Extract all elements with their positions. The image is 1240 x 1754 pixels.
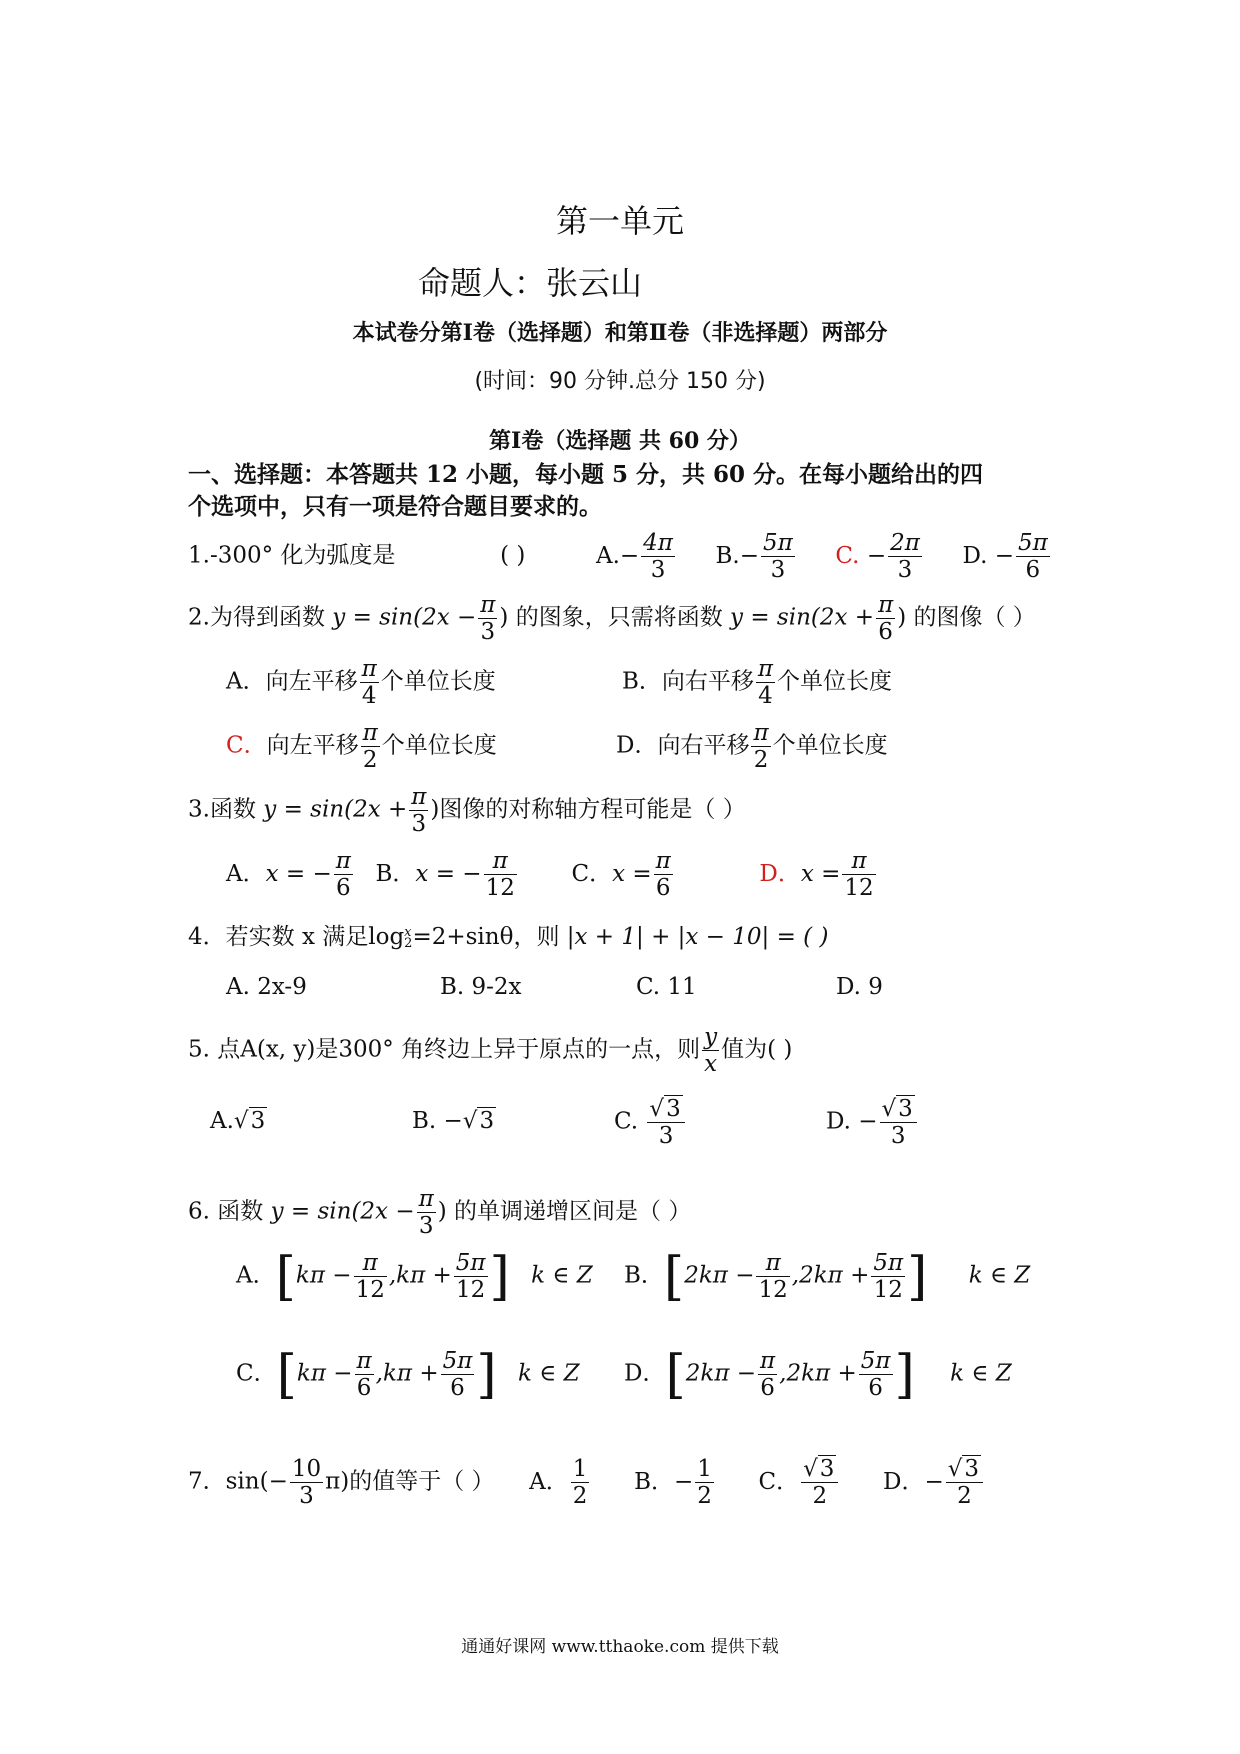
question-3: 3.函数 y = sin(2x + $\frac{\pi}{3}$ )图像的对称轴方程可能是（ ） (188, 784, 746, 837)
q3-option-a: A．x = − $\frac{\pi}{6}$ (226, 848, 351, 901)
instructions-line1: 一、选择题：本答题共 12 小题，每小题 5 分，共 60 分。在每小题给出的四 (188, 461, 984, 488)
q4-log: log x 2 (368, 924, 413, 951)
question-4: 4．若实数 x 满足log x 2 =2+sinθ，则 |x + 1| + |x − 10| = ( ) (188, 924, 829, 951)
q3-option-d: D．x = $\frac{\pi}{12}$ (759, 848, 874, 901)
q2-option-d: D．向右平移 $\frac{\pi}{2}$ 个单位长度 (616, 720, 888, 773)
q5-option-c: C. $\frac{√3}{3}$ (614, 1096, 687, 1149)
question-1 (188, 530, 1052, 583)
q1-blank: ( ) (500, 542, 526, 569)
q2-option-a: A．向左平移 $\frac{\pi}{4}$ 个单位长度 (226, 656, 496, 709)
q6-option-a: A．[kπ − $\frac{\pi}{12}$ ,kπ + $\frac{5\pi}{12}$ ] k ∈ Z (236, 1246, 593, 1307)
q7-option-a: A． $\frac{1}{2}$ (529, 1456, 588, 1509)
question-6: 6. 函数 y = sin(2x − $\frac{\pi}{3}$ ) 的单调递增区间是（ ） (188, 1186, 692, 1239)
q4-option-d: D. 9 (836, 974, 883, 1000)
footer: 通通好课网 www.tthaoke.com 提供下载 (461, 1637, 779, 1657)
q5-option-b: B. −√3 (412, 1108, 495, 1134)
unit-title: 第一单元 (555, 202, 684, 240)
question-2: 2.为得到函数 y = sin(2x − $\frac{\pi}{3}$ ) 的图象，只需将函数 y = sin(2x + $\frac{\pi}{6}$ ) 的图像（ ） (188, 592, 1036, 645)
q7-option-d: D．− $\frac{√3}{2}$ (883, 1469, 985, 1495)
q7-option-c: C． $\frac{√3}{2}$ (759, 1469, 841, 1495)
q4-option-b: B. 9-2x (440, 974, 522, 1000)
q1-option-a: A.− $\frac{4\pi}{3}$ (595, 530, 673, 583)
q1-option-d: D. − $\frac{5\pi}{6}$ (962, 530, 1048, 583)
exam-structure: 本试卷分第Ⅰ卷（选择题）和第Ⅱ卷（非选择题）两部分 (352, 320, 888, 346)
q6-option-d: D．[2kπ − $\frac{\pi}{6}$ ,2kπ + $\frac{5\pi}{6}$ ] k ∈ Z (624, 1344, 1012, 1405)
part1-title: 第Ⅰ卷（选择题 共 60 分） (489, 428, 751, 454)
q1-option-b: B.− $\frac{5\pi}{3}$ (715, 530, 793, 583)
q7-option-b: B．− $\frac{1}{2}$ (634, 1456, 712, 1509)
instructions-line2: 个选项中，只有一项是符合题目要求的。 (188, 493, 602, 520)
question-7: 7．sin(− $\frac{10}{3}$ π)的值等于（ ） A． $\frac{1}{2}$ B．− $\frac{1}{2}$ C． $\frac{√3}{2}$ D．− $\frac{√3}{2}$ (188, 1456, 985, 1509)
q2-option-c: C．向左平移 $\frac{\pi}{2}$ 个单位长度 (226, 720, 497, 773)
q6-option-c: C．[kπ − $\frac{\pi}{6}$ ,kπ + $\frac{5\pi}{6}$ ] k ∈ Z (236, 1344, 580, 1405)
q4-option-a: A. 2x-9 (226, 974, 307, 1000)
q3-option-b: B．x = − $\frac{\pi}{12}$ (375, 848, 515, 901)
q4-abs-expression: |x + 1| + |x − 10| = ( ) (566, 924, 829, 950)
q5-option-a: A.√3 (210, 1108, 266, 1134)
q4-option-c: C. 11 (636, 974, 697, 1000)
exam-time: (时间：90 分钟.总分 150 分) (474, 369, 766, 394)
q5-option-d: D. − $\frac{√3}{3}$ (826, 1096, 919, 1149)
q2-option-b: B．向右平移 $\frac{\pi}{4}$ 个单位长度 (622, 656, 893, 709)
q3-option-c: C．x = $\frac{\pi}{6}$ (571, 848, 671, 901)
author-line: 命题人：张云山 (418, 264, 643, 302)
q6-option-b: B．[2kπ − $\frac{\pi}{12}$ ,2kπ + $\frac{5\pi}{12}$ ] k ∈ Z (624, 1246, 1031, 1307)
q3-options (226, 848, 878, 901)
q1-stem: 1.-300° 化为弧度是 (188, 542, 396, 569)
q1-option-c: C. − $\frac{2\pi}{3}$ (835, 530, 920, 583)
question-5: 5. 点A(x, y)是300° 角终边上异于原点的一点，则 $\frac{y}{x}$ 值为( ) (188, 1024, 793, 1077)
